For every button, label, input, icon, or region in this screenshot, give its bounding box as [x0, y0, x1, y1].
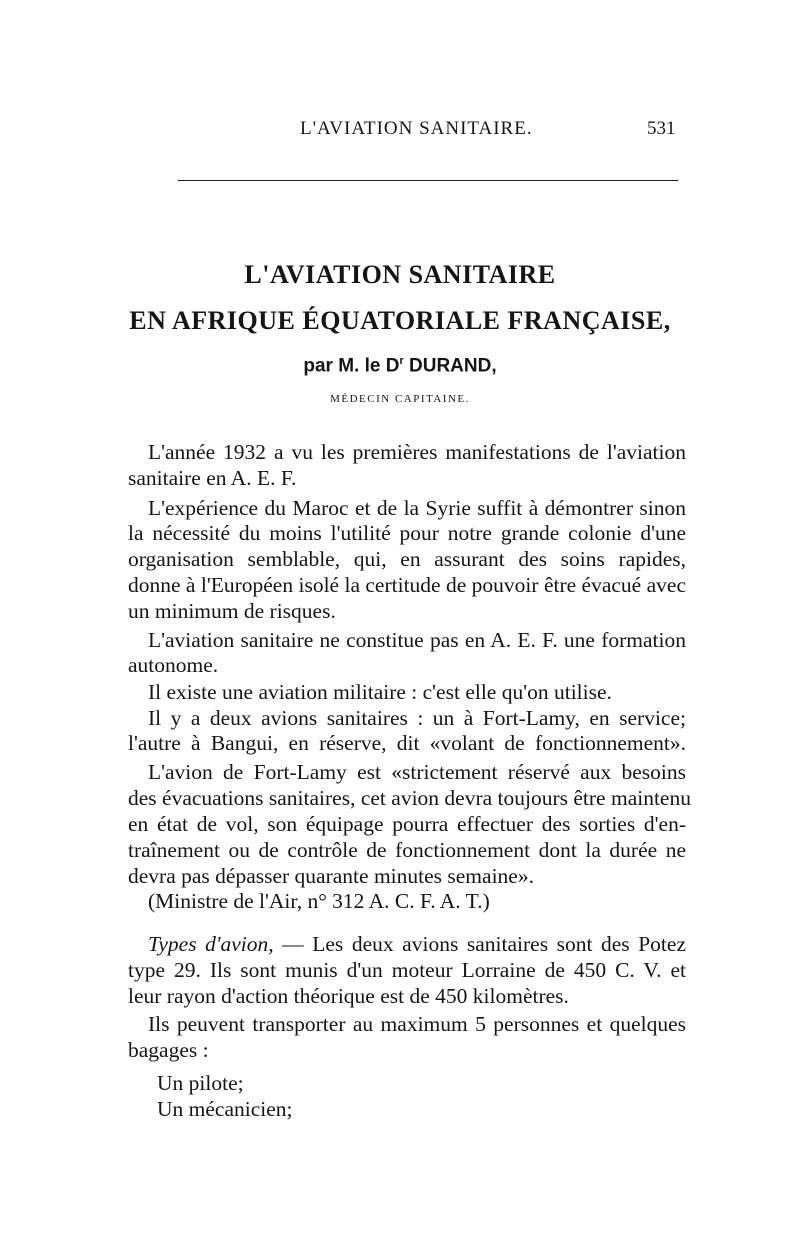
section-line: Ils peuvent transporter au maximum 5 personnes et quelques [148, 1012, 686, 1036]
body-line: organisation semblable, qui, en assurant des soins rapides, [128, 547, 686, 571]
body-line: en état de vol, son équipage pourra effectuer des sorties d'en- [128, 812, 686, 836]
body-line: (Ministre de l'Air, n° 312 A. C. F. A. T.) [148, 889, 490, 913]
section-line: bagages : [128, 1038, 209, 1062]
page-number: 531 [647, 118, 676, 139]
body-line: l'autre à Bangui, en réserve, dit «volant de fonctionnement». [128, 731, 686, 755]
body-line: Il existe une aviation militaire : c'est elle qu'on utilise. [148, 680, 612, 704]
body-line: des évacuations sanitaires, cet avion devra toujours être maintenu [128, 786, 691, 810]
body-line: autonome. [128, 653, 219, 677]
section-first-line-text: Les deux avions sanitaires sont des Potez [312, 932, 686, 956]
section-line: leur rayon d'action théorique est de 450 kilomètres. [128, 984, 569, 1008]
body-line: traînement ou de contrôle de fonctionnement dont la durée ne [128, 838, 686, 862]
body-line: donne à l'Européen isolé la certitude de pouvoir être évacué avec [128, 573, 686, 597]
author-byline [0, 355, 800, 377]
byline-prefix: par M. le D [303, 355, 400, 377]
section-line: type 29. Ils sont munis d'un moteur Lorraine de 450 C. V. et [128, 958, 686, 982]
list-item: Un mécanicien; [157, 1097, 293, 1121]
body-line: L'expérience du Maroc et de la Syrie suffit à démontrer sinon [148, 496, 686, 520]
body-line: devra pas dépasser quarante minutes semaine». [128, 864, 534, 888]
body-line: L'année 1932 a vu les premières manifestations de l'aviation [148, 440, 686, 464]
article-title-line-1: L'AVIATION SANITAIRE [244, 260, 556, 289]
author-rank: MÉDECIN CAPITAINE. [330, 393, 470, 405]
byline-superscript: r [399, 355, 404, 367]
section-dash: — [273, 932, 313, 956]
body-line: L'aviation sanitaire ne constitue pas en A. E. F. une formation [148, 628, 686, 652]
body-line: un minimum de risques. [128, 599, 336, 623]
section-first-line [148, 932, 686, 957]
body-line: sanitaire en A. E. F. [128, 466, 297, 490]
body-line: L'avion de Fort-Lamy est «strictement réservé aux besoins [148, 760, 686, 784]
header-rule [178, 180, 678, 181]
list-item: Un pilote; [157, 1071, 244, 1095]
running-head: L'AVIATION SANITAIRE. [300, 118, 533, 139]
author-name: DURAND, [403, 355, 497, 377]
section-heading: Types d'avion, [148, 932, 274, 956]
body-line: la nécessité du moins l'utilité pour notre grande colonie d'une [128, 521, 686, 545]
body-line: Il y a deux avions sanitaires : un à Fort-Lamy, en service; [148, 706, 686, 730]
article-title-line-2: EN AFRIQUE ÉQUATORIALE FRANÇAISE, [129, 306, 671, 335]
